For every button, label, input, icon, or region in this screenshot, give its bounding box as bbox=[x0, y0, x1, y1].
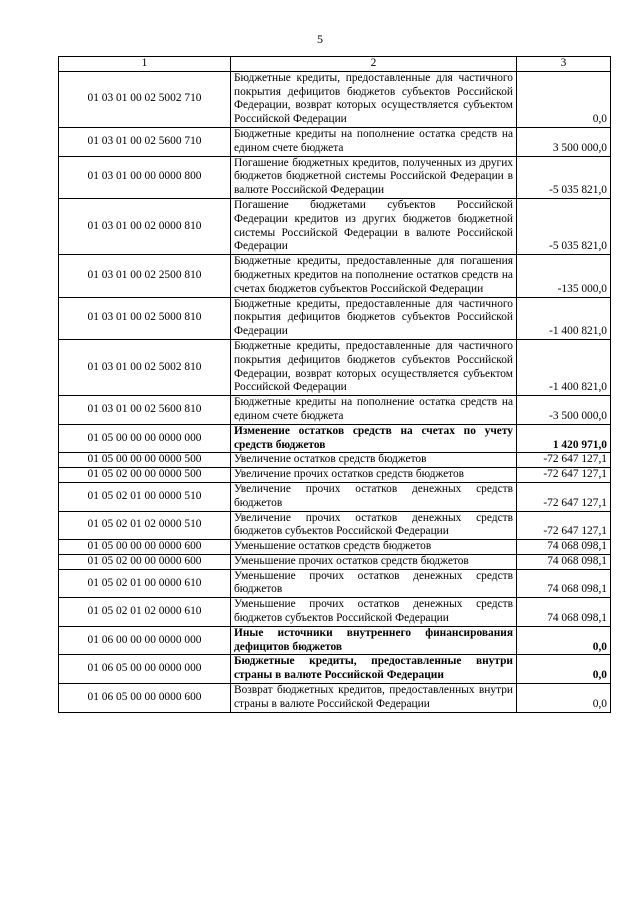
column-header-3: 3 bbox=[517, 57, 611, 72]
budget-code-cell: 01 05 00 00 00 0000 600 bbox=[59, 540, 231, 555]
description-cell: Бюджетные кредиты, предоставленные для погашения бюджетных кредитов на пополнение остатков средств на счетах бюджетов субъектов Российской Федерации bbox=[231, 255, 517, 297]
table-row bbox=[59, 424, 611, 453]
description-cell: Увеличение прочих остатков средств бюджетов bbox=[231, 468, 517, 483]
amount-cell: -3 500 000,0 bbox=[517, 396, 611, 425]
description-cell: Возврат бюджетных кредитов, предоставленных внутри страны в валюте Российской Федерации bbox=[231, 684, 517, 713]
table-row bbox=[59, 626, 611, 655]
description-cell: Изменение остатков средств на счетах по учету средств бюджетов bbox=[231, 424, 517, 453]
amount-cell: -5 035 821,0 bbox=[517, 198, 611, 254]
budget-code-cell: 01 03 01 00 02 0000 810 bbox=[59, 198, 231, 254]
table-row bbox=[59, 255, 611, 297]
budget-code-cell: 01 05 00 00 00 0000 500 bbox=[59, 453, 231, 468]
table-row bbox=[59, 127, 611, 156]
page-number: 5 bbox=[317, 32, 323, 46]
budget-code-cell: 01 03 01 00 02 5002 710 bbox=[59, 71, 231, 127]
amount-cell: 0,0 bbox=[517, 626, 611, 655]
amount-cell: 74 068 098,1 bbox=[517, 598, 611, 627]
table-row bbox=[59, 569, 611, 598]
budget-code-cell: 01 03 01 00 02 5002 810 bbox=[59, 339, 231, 395]
amount-cell: -72 647 127,1 bbox=[517, 482, 611, 511]
description-cell: Увеличение остатков средств бюджетов bbox=[231, 453, 517, 468]
budget-code-cell: 01 03 01 00 02 2500 810 bbox=[59, 255, 231, 297]
description-cell: Бюджетные кредиты, предоставленные для частичного покрытия дефицитов бюджетов субъектов Российской Федерации bbox=[231, 297, 517, 339]
budget-code-cell: 01 03 01 00 02 5000 810 bbox=[59, 297, 231, 339]
description-cell: Погашение бюджетных кредитов, полученных из других бюджетов бюджетной системы Российской Федерации в валюте Российской Федерации bbox=[231, 156, 517, 198]
amount-cell: 3 500 000,0 bbox=[517, 127, 611, 156]
amount-cell: -72 647 127,1 bbox=[517, 468, 611, 483]
table-header-row bbox=[59, 57, 611, 72]
budget-code-cell: 01 05 02 00 00 0000 500 bbox=[59, 468, 231, 483]
description-cell: Уменьшение прочих остатков средств бюджетов bbox=[231, 554, 517, 569]
table-row bbox=[59, 339, 611, 395]
amount-cell: -72 647 127,1 bbox=[517, 453, 611, 468]
table-row bbox=[59, 684, 611, 713]
table-row bbox=[59, 156, 611, 198]
budget-code-cell: 01 06 05 00 00 0000 600 bbox=[59, 684, 231, 713]
amount-cell: -72 647 127,1 bbox=[517, 511, 611, 540]
description-cell: Увеличение прочих остатков денежных средств бюджетов bbox=[231, 482, 517, 511]
column-header-2: 2 bbox=[231, 57, 517, 72]
budget-sources-table bbox=[58, 56, 611, 713]
budget-code-cell: 01 05 02 01 02 0000 510 bbox=[59, 511, 231, 540]
description-cell: Бюджетные кредиты, предоставленные для частичного покрытия дефицитов бюджетов субъектов Российской Федерации, возврат которых осуществляется субъектом Российской Федерации bbox=[231, 339, 517, 395]
table-row bbox=[59, 71, 611, 127]
amount-cell: 74 068 098,1 bbox=[517, 569, 611, 598]
table-row bbox=[59, 453, 611, 468]
description-cell: Иные источники внутреннего финансирования дефицитов бюджетов bbox=[231, 626, 517, 655]
amount-cell: -1 400 821,0 bbox=[517, 339, 611, 395]
table-row bbox=[59, 396, 611, 425]
table-row bbox=[59, 655, 611, 684]
budget-code-cell: 01 06 05 00 00 0000 000 bbox=[59, 655, 231, 684]
budget-code-cell: 01 05 02 01 00 0000 610 bbox=[59, 569, 231, 598]
description-cell: Уменьшение прочих остатков денежных средств бюджетов субъектов Российской Федерации bbox=[231, 598, 517, 627]
budget-code-cell: 01 05 02 00 00 0000 600 bbox=[59, 554, 231, 569]
description-cell: Увеличение прочих остатков денежных средств бюджетов субъектов Российской Федерации bbox=[231, 511, 517, 540]
table-row bbox=[59, 511, 611, 540]
table-row bbox=[59, 198, 611, 254]
budget-code-cell: 01 05 00 00 00 0000 000 bbox=[59, 424, 231, 453]
amount-cell: -5 035 821,0 bbox=[517, 156, 611, 198]
description-cell: Уменьшение прочих остатков денежных средств бюджетов bbox=[231, 569, 517, 598]
description-cell: Бюджетные кредиты на пополнение остатка средств на едином счете бюджета bbox=[231, 396, 517, 425]
amount-cell: -1 400 821,0 bbox=[517, 297, 611, 339]
table-row bbox=[59, 468, 611, 483]
budget-code-cell: 01 03 01 00 02 5600 710 bbox=[59, 127, 231, 156]
table-body bbox=[59, 57, 611, 713]
amount-cell: 74 068 098,1 bbox=[517, 540, 611, 555]
table-row bbox=[59, 297, 611, 339]
table-row bbox=[59, 482, 611, 511]
amount-cell: -135 000,0 bbox=[517, 255, 611, 297]
amount-cell: 0,0 bbox=[517, 684, 611, 713]
column-header-1: 1 bbox=[59, 57, 231, 72]
table-row bbox=[59, 554, 611, 569]
table-row bbox=[59, 598, 611, 627]
budget-code-cell: 01 06 00 00 00 0000 000 bbox=[59, 626, 231, 655]
description-cell: Бюджетные кредиты на пополнение остатка средств на едином счете бюджета bbox=[231, 127, 517, 156]
amount-cell: 0,0 bbox=[517, 71, 611, 127]
amount-cell: 0,0 bbox=[517, 655, 611, 684]
description-cell: Бюджетные кредиты, предоставленные внутри страны в валюте Российской Федерации bbox=[231, 655, 517, 684]
budget-code-cell: 01 05 02 01 00 0000 510 bbox=[59, 482, 231, 511]
budget-code-cell: 01 03 01 00 02 5600 810 bbox=[59, 396, 231, 425]
amount-cell: 1 420 971,0 bbox=[517, 424, 611, 453]
table-row bbox=[59, 540, 611, 555]
description-cell: Уменьшение остатков средств бюджетов bbox=[231, 540, 517, 555]
budget-code-cell: 01 03 01 00 00 0000 800 bbox=[59, 156, 231, 198]
description-cell: Бюджетные кредиты, предоставленные для частичного покрытия дефицитов бюджетов субъектов Российской Федерации, возврат которых осуществляется субъектом Российской Федерации bbox=[231, 71, 517, 127]
amount-cell: 74 068 098,1 bbox=[517, 554, 611, 569]
description-cell: Погашение бюджетами субъектов Российской Федерации кредитов из других бюджетов бюджетной системы Российской Федерации в валюте Российской Федерации bbox=[231, 198, 517, 254]
budget-code-cell: 01 05 02 01 02 0000 610 bbox=[59, 598, 231, 627]
